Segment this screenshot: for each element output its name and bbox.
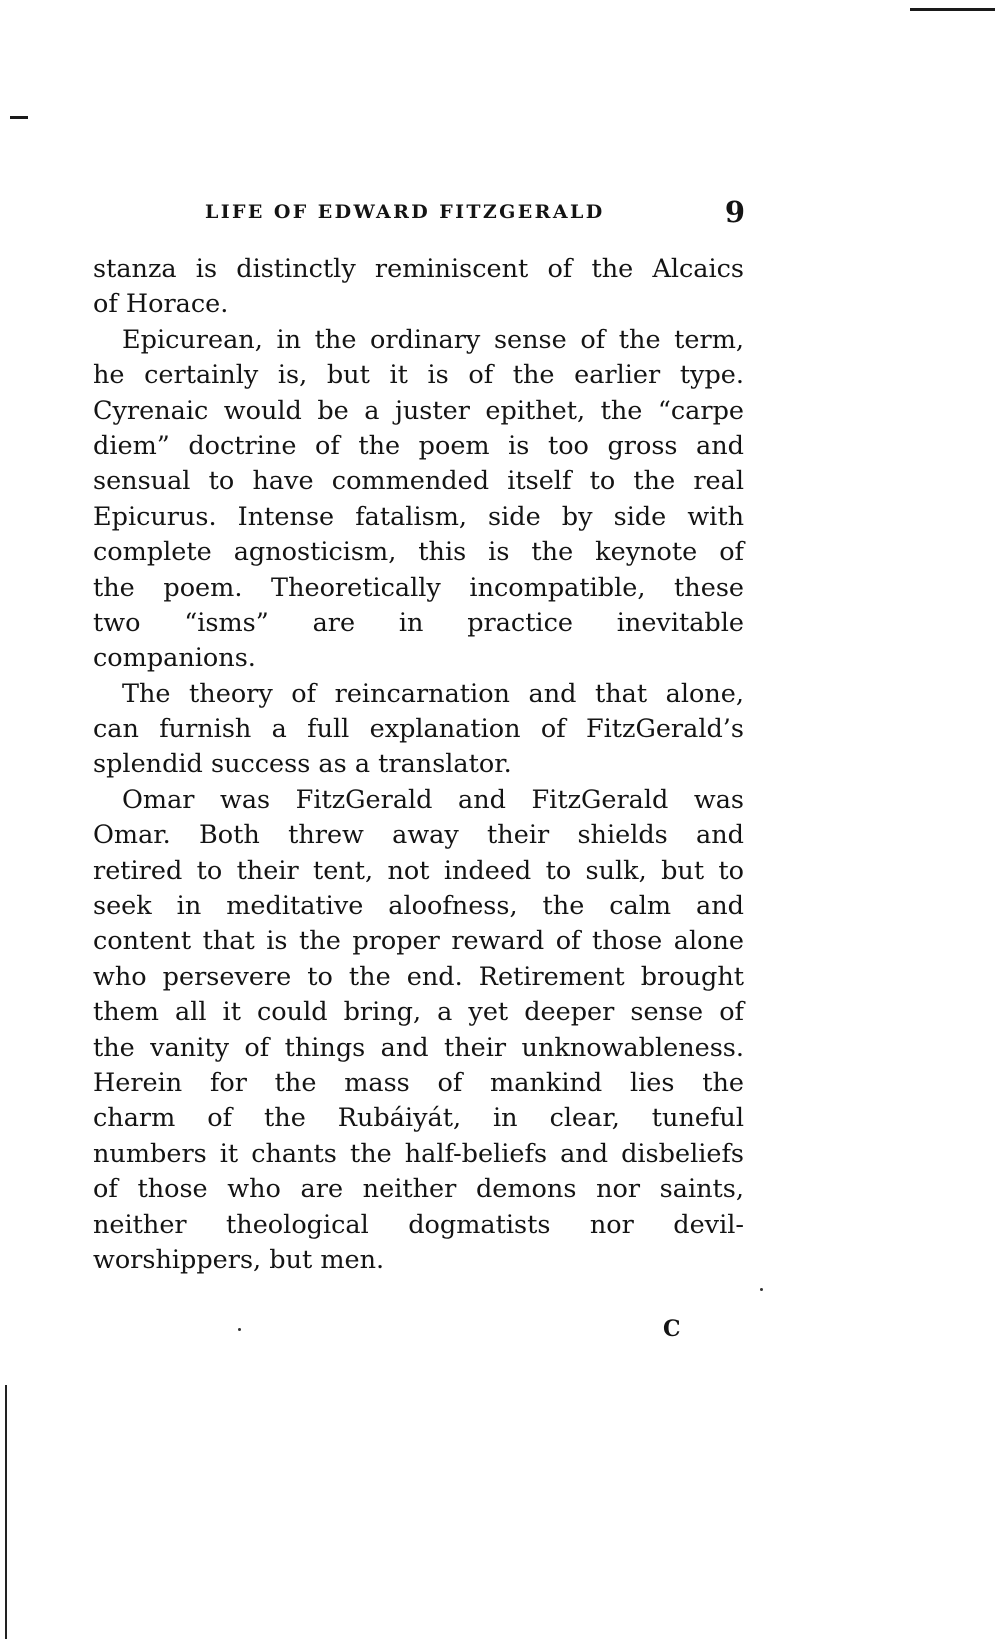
- text-line: can furnish a full explanation of FitzGerald’s: [93, 714, 744, 745]
- text-line: them all it could bring, a yet deeper sense of: [93, 997, 744, 1028]
- text-line: the vanity of things and their unknowableness.: [93, 1032, 744, 1063]
- text-line: Epicurus. Intense fatalism, side by side with: [93, 501, 744, 532]
- text-line: splendid success as a translator.: [93, 749, 512, 780]
- scan-mark-left: [10, 116, 28, 119]
- text-line: complete agnosticism, this is the keynote of: [93, 537, 744, 568]
- body-text: [93, 252, 744, 1278]
- scan-mark-top: [910, 8, 995, 11]
- text-line: worshippers, but men.: [93, 1244, 385, 1275]
- text-line: sensual to have commended itself to the real: [93, 466, 744, 497]
- text-line: numbers it chants the half-beliefs and disbeliefs: [93, 1138, 744, 1169]
- text-line: who persevere to the end. Retirement brought: [93, 961, 744, 992]
- text-line: Cyrenaic would be a juster epithet, the “carpe: [93, 395, 744, 426]
- scan-edge-line: [5, 1385, 7, 1639]
- scan-speck: [238, 1328, 241, 1331]
- text-line: neither theological dogmatists nor devil-: [93, 1209, 744, 1240]
- text-line: Herein for the mass of mankind lies the: [93, 1067, 744, 1098]
- running-title: LIFE OF EDWARD FITZGERALD: [205, 201, 605, 223]
- text-line: retired to their tent, not indeed to sulk, but to: [93, 855, 744, 886]
- text-line: stanza is distinctly reminiscent of the Alcaics: [93, 254, 744, 284]
- scan-speck: [760, 1288, 763, 1291]
- text-line: content that is the proper reward of those alone: [93, 926, 744, 957]
- text-line: The theory of reincarnation and that alone,: [122, 678, 744, 709]
- page-number: 9: [724, 195, 745, 229]
- signature-mark: C: [663, 1316, 681, 1342]
- text-line: the poem. Theoretically incompatible, these: [93, 572, 744, 603]
- text-line: of those who are neither demons nor saints,: [93, 1174, 744, 1205]
- text-line: two “isms” are in practice inevitable: [93, 607, 744, 638]
- text-line: charm of the Rubáiyát, in clear, tuneful: [93, 1103, 744, 1134]
- text-line: companions.: [93, 643, 256, 674]
- text-line: Omar was FitzGerald and FitzGerald was: [122, 784, 744, 815]
- text-line: he certainly is, but it is of the earlier type.: [93, 360, 744, 391]
- page-header: [205, 197, 745, 231]
- text-line: of Horace.: [93, 289, 229, 320]
- text-line: diem” doctrine of the poem is too gross and: [93, 430, 744, 461]
- text-line: seek in meditative aloofness, the calm and: [93, 891, 744, 922]
- text-line: Epicurean, in the ordinary sense of the term,: [122, 324, 744, 355]
- text-line: Omar. Both threw away their shields and: [93, 820, 744, 851]
